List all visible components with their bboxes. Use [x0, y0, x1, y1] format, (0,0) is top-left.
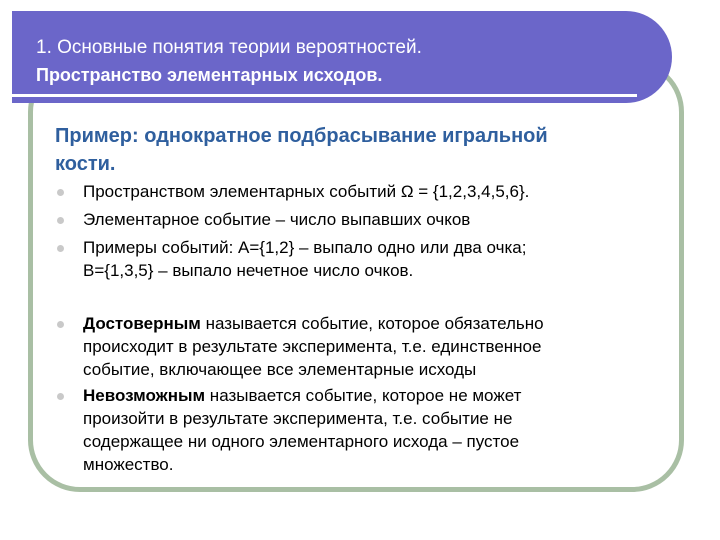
bullet-text-line-1: называется событие, которое не может: [205, 386, 522, 405]
example-heading-line-2: кости.: [55, 153, 116, 175]
term-impossible: Невозможным: [83, 386, 206, 405]
bullet-item-sample-space: [55, 180, 695, 203]
title-banner: [12, 11, 672, 103]
example-heading-line-1: Пример: однократное подбрасывание игральной: [55, 125, 548, 147]
bullet-item-certain-event: [55, 312, 695, 381]
bullet-item-impossible-event: [55, 384, 695, 476]
title-underline: [12, 94, 637, 97]
bullet-text-line-2: B={1,3,5} – выпало нечетное число очков.: [83, 261, 414, 280]
bullet-dot-icon: [57, 321, 64, 328]
bullet-item-event-examples: [55, 236, 695, 282]
term-certain: Достоверным: [83, 314, 201, 333]
bullet-line-1-wrap: [83, 312, 695, 335]
bullet-list: [55, 180, 695, 476]
bullet-text-line-1: Примеры событий: A={1,2} – выпало одно или два очка;: [83, 238, 527, 257]
bullet-text-line-4: множество.: [83, 455, 174, 474]
bullet-text: Элементарное событие – число выпавших очков: [83, 210, 471, 229]
title-line-1: 1. Основные понятия теории вероятностей.: [36, 37, 422, 58]
bullet-text: Пространством элементарных событий Ω = {1,2,3,4,5,6}.: [83, 182, 530, 201]
bullet-text-line-1: называется событие, которое обязательно: [200, 314, 544, 333]
bullet-text-line-2: произойти в результате эксперимента, т.е. событие не: [83, 409, 513, 428]
bullet-text-line-3: содержащее ни одного элементарного исхода – пустое: [83, 432, 520, 451]
bullet-line-1-wrap: [83, 384, 695, 407]
bullet-text-line-2: происходит в результате эксперимента, т.е. единственное: [83, 337, 542, 356]
bullet-dot-icon: [57, 245, 64, 252]
bullet-text-line-3: событие, включающее все элементарные исходы: [83, 360, 477, 379]
bullet-dot-icon: [57, 189, 64, 196]
bullet-item-elementary-event: [55, 208, 695, 231]
bullet-dot-icon: [57, 393, 64, 400]
title-line-2: Пространство элементарных исходов.: [36, 65, 383, 85]
bullet-dot-icon: [57, 217, 64, 224]
example-heading: [55, 122, 675, 178]
